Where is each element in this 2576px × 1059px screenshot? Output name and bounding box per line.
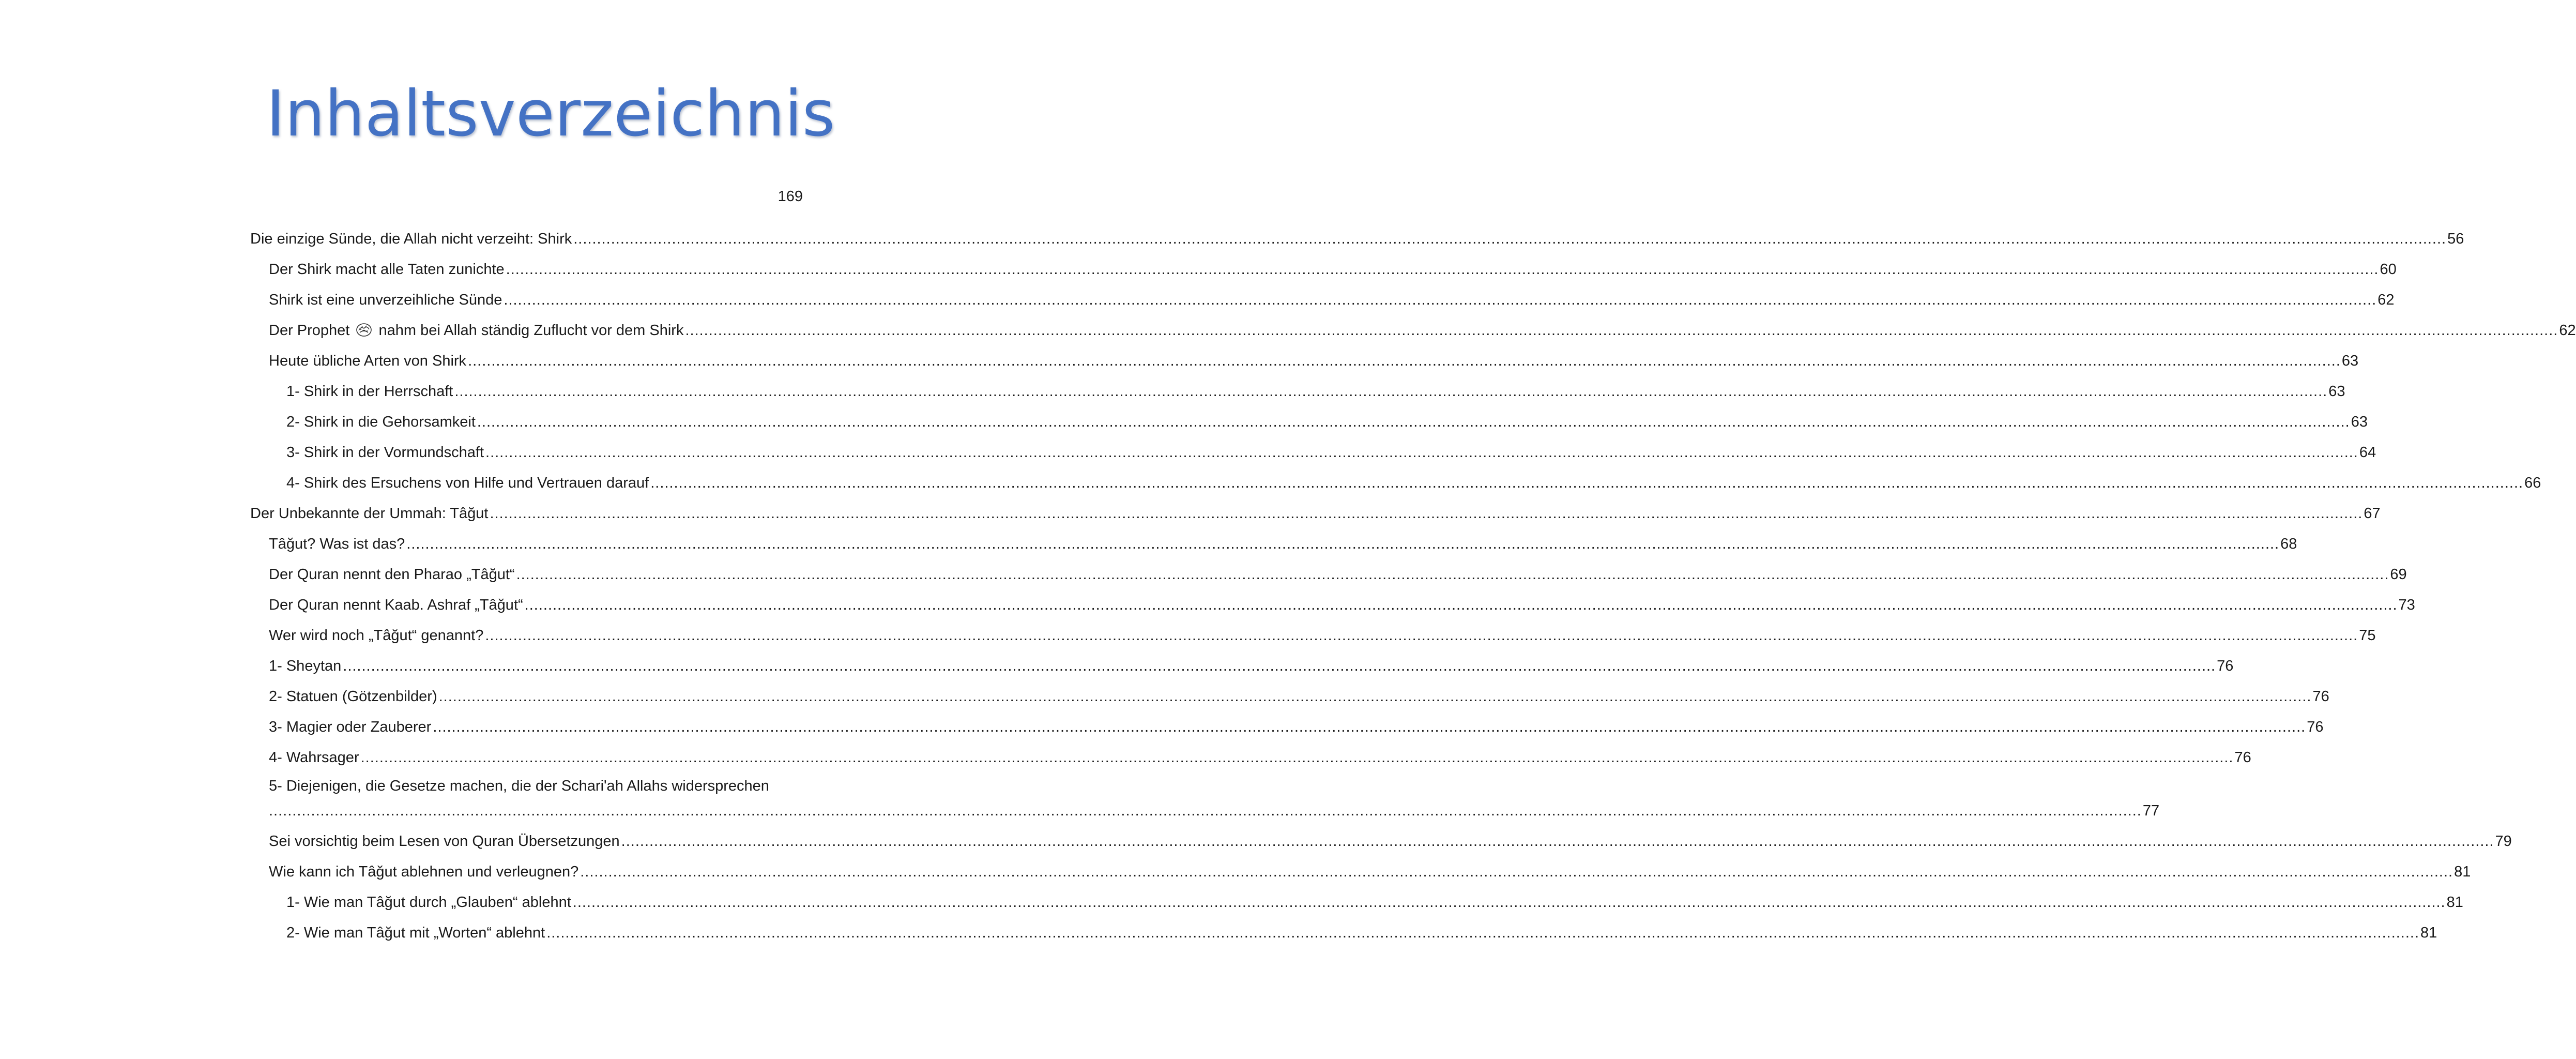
toc-entry-label: 2- Statuen (Götzenbilder) xyxy=(269,688,437,705)
dot-leader: ................................................................................................................................................................................................................................................................................................................................................................................................................ xyxy=(524,597,2398,613)
toc-entry-page: 66 xyxy=(2524,475,2541,491)
toc-entry[interactable] xyxy=(269,562,2407,585)
toc-entry-page: 69 xyxy=(2390,566,2407,583)
toc-entry-label: 3- Magier oder Zauberer xyxy=(269,719,432,735)
toc-entry-label: Wer wird noch „Tâğut“ genannt? xyxy=(269,627,484,644)
dot-leader: ................................................................................................................................................................................................................................................................................................................................................................................................................ xyxy=(485,627,2358,644)
toc-entry[interactable] xyxy=(269,532,2297,554)
toc-entry[interactable] xyxy=(269,318,2576,341)
toc-entry-label: Tâğut? Was ist das? xyxy=(269,536,405,552)
toc-entry-label[interactable]: 5- Diejenigen, die Gesetze machen, die der Schari'ah Allahs widersprechen xyxy=(269,778,769,794)
toc-entry-label: Die einzige Sünde, die Allah nicht verzeiht: Shirk xyxy=(250,231,572,247)
toc-entry-label xyxy=(269,320,683,341)
toc-entry-page: 76 xyxy=(2307,719,2324,735)
dot-leader: ................................................................................................................................................................................................................................................................................................................................................................................................................ xyxy=(477,414,2350,430)
toc-entry-page: 77 xyxy=(2142,803,2160,819)
dot-leader: ................................................................................................................................................................................................................................................................................................................................................................................................................ xyxy=(454,383,2328,400)
toc-entry[interactable] xyxy=(250,226,2464,249)
toc-entry-page: 76 xyxy=(2234,749,2251,766)
toc-entry[interactable] xyxy=(286,471,2541,493)
toc-entry[interactable] xyxy=(250,501,2381,524)
dot-leader: ................................................................................................................................................................................................................................................................................................................................................................................................................ xyxy=(580,864,2453,880)
toc-entry-label: Shirk ist eine unverzeihliche Sünde xyxy=(269,292,502,308)
toc-entry[interactable] xyxy=(269,593,2415,615)
toc-entry-page: 62 xyxy=(2559,322,2576,339)
toc-entry[interactable] xyxy=(269,859,2471,882)
toc-entry-label: 1- Sheytan xyxy=(269,658,342,674)
dot-leader: ................................................................................................................................................................................................................................................................................................................................................................................................................ xyxy=(546,925,2420,941)
dot-leader: ................................................................................................................................................................................................................................................................................................................................................................................................................ xyxy=(406,536,2280,552)
toc-entry-continuation[interactable] xyxy=(269,798,2160,821)
toc-entry-page: 62 xyxy=(2377,292,2395,308)
dot-leader: ................................................................................................................................................................................................................................................................................................................................................................................................................ xyxy=(485,444,2358,461)
toc-entry[interactable] xyxy=(269,349,2359,371)
dot-leader: ................................................................................................................................................................................................................................................................................................................................................................................................................ xyxy=(343,658,2216,674)
toc-entry-label: 2- Shirk in die Gehorsamkeit xyxy=(286,414,476,430)
toc-entry-label: Wie kann ich Tâğut ablehnen und verleugnen? xyxy=(269,864,579,880)
toc-entry-label-start: Der Prophet xyxy=(269,322,350,339)
toc-entry[interactable] xyxy=(286,410,2368,432)
toc-entry-label: Heute übliche Arten von Shirk xyxy=(269,353,467,369)
toc-entry-label: Der Shirk macht alle Taten zunichte xyxy=(269,261,505,278)
toc-entry[interactable] xyxy=(286,379,2345,402)
dot-leader: ................................................................................................................................................................................................................................................................................................................................................................................................................ xyxy=(516,566,2389,583)
toc-entry-page: 81 xyxy=(2420,925,2437,941)
toc-entry-label: Der Unbekannte der Ummah: Tâğut xyxy=(250,505,489,522)
dot-leader: ................................................................................................................................................................................................................................................................................................................................................................................................................ xyxy=(506,261,2379,278)
toc-entry-page: 63 xyxy=(2328,383,2345,400)
toc-entry[interactable] xyxy=(269,684,2329,707)
toc-entry-label: Sei vorsichtig beim Lesen von Quran Übersetzungen xyxy=(269,833,620,850)
dot-leader: ................................................................................................................................................................................................................................................................................................................................................................................................................ xyxy=(572,894,2446,911)
toc-entry[interactable] xyxy=(269,829,2512,852)
toc-entry[interactable] xyxy=(286,440,2376,463)
toc-entry-label-end: nahm bei Allah ständig Zuflucht vor dem Shirk xyxy=(378,322,684,339)
dot-leader: ................................................................................................................................................................................................................................................................................................................................................................................................................ xyxy=(438,688,2312,705)
toc-entry-label: 1- Wie man Tâğut durch „Glauben“ ablehnt xyxy=(286,894,571,911)
toc-entry-page: 76 xyxy=(2217,658,2234,674)
toc-entry[interactable] xyxy=(269,745,2251,768)
dot-leader: ................................................................................................................................................................................................................................................................................................................................................................................................................ xyxy=(269,803,2142,819)
toc-entry-page: 75 xyxy=(2359,627,2376,644)
dot-leader: ................................................................................................................................................................................................................................................................................................................................................................................................................ xyxy=(468,353,2341,369)
salawat-calligraphy-icon xyxy=(356,322,372,338)
toc-entry-page: 63 xyxy=(2341,353,2359,369)
dot-leader: ................................................................................................................................................................................................................................................................................................................................................................................................................ xyxy=(573,231,2447,247)
toc-entry[interactable] xyxy=(269,288,2395,310)
toc-entry-label: 1- Shirk in der Herrschaft xyxy=(286,383,453,400)
toc-entry-page: 79 xyxy=(2495,833,2512,850)
dot-leader: ................................................................................................................................................................................................................................................................................................................................................................................................................ xyxy=(360,749,2234,766)
toc-entry[interactable] xyxy=(269,715,2324,737)
dot-leader: ................................................................................................................................................................................................................................................................................................................................................................................................................ xyxy=(685,322,2558,339)
toc-entry-page: 67 xyxy=(2364,505,2381,522)
toc-entry[interactable] xyxy=(286,920,2437,943)
toc-entry-page: 63 xyxy=(2351,414,2368,430)
toc-entry[interactable] xyxy=(269,654,2234,676)
toc-entry-label: Der Quran nennt Kaab. Ashraf „Tâğut“ xyxy=(269,597,523,613)
toc-entry-page: 73 xyxy=(2398,597,2415,613)
toc-entry-label: 4- Shirk des Ersuchens von Hilfe und Vertrauen darauf xyxy=(286,475,649,491)
toc-entry-page: 64 xyxy=(2359,444,2376,461)
dot-leader: ................................................................................................................................................................................................................................................................................................................................................................................................................ xyxy=(490,505,2363,522)
dot-leader: ................................................................................................................................................................................................................................................................................................................................................................................................................ xyxy=(621,833,2494,850)
toc-entry-label: 3- Shirk in der Vormundschaft xyxy=(286,444,484,461)
page-title: Inhaltsverzeichnis xyxy=(266,77,835,150)
toc-entry[interactable] xyxy=(286,890,2463,913)
toc-entry-page: 81 xyxy=(2446,894,2463,911)
toc-entry[interactable] xyxy=(269,257,2397,280)
toc-entry-label: Der Quran nennt den Pharao „Tâğut“ xyxy=(269,566,515,583)
toc-entry-label: 2- Wie man Tâğut mit „Worten“ ablehnt xyxy=(286,925,545,941)
toc-entry-page: 81 xyxy=(2454,864,2471,880)
toc-entry-label: 4- Wahrsager xyxy=(269,749,359,766)
toc-entry-page: 68 xyxy=(2280,536,2297,552)
toc-entry-page: 76 xyxy=(2312,688,2329,705)
toc-entry[interactable] xyxy=(269,623,2376,646)
toc-entry-page: 60 xyxy=(2380,261,2397,278)
dot-leader: ................................................................................................................................................................................................................................................................................................................................................................................................................ xyxy=(433,719,2306,735)
dot-leader: ................................................................................................................................................................................................................................................................................................................................................................................................................ xyxy=(504,292,2377,308)
toc-entry-page: 56 xyxy=(2447,231,2464,247)
page-number: 169 xyxy=(778,188,803,205)
dot-leader: ................................................................................................................................................................................................................................................................................................................................................................................................................ xyxy=(650,475,2524,491)
